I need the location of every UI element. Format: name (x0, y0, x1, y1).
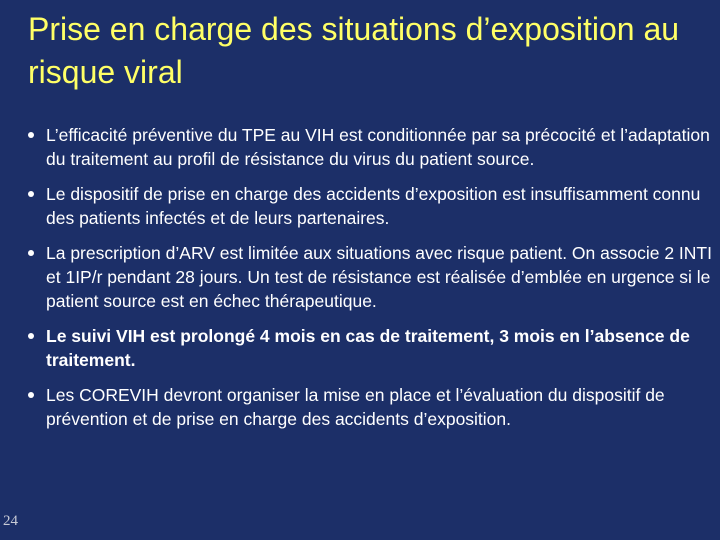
bullet-text: Le dispositif de prise en charge des accidents d’exposition est insuffisamment connu des patients infectés et de leurs partenaires. (46, 184, 701, 228)
slide-title: Prise en charge des situations d’exposition au risque viral (28, 11, 680, 90)
bullet-item-emphasized (24, 324, 714, 372)
bullet-text: Les COREVIH devront organiser la mise en place et l’évaluation du dispositif de prévention et de prise en charge des accidents d’exposition. (46, 385, 665, 429)
bullet-dot-icon (28, 191, 34, 197)
bullet-item (24, 383, 714, 431)
bullet-item (24, 241, 714, 313)
bullet-item (24, 182, 714, 230)
bullet-dot-icon (28, 250, 34, 256)
bullet-item (24, 123, 714, 171)
slide-number: 24 (3, 513, 18, 529)
bullet-text: Le suivi VIH est prolongé 4 mois en cas de traitement, 3 mois en l’absence de traitement. (46, 326, 690, 370)
bullet-list (24, 123, 714, 442)
bullet-dot-icon (28, 392, 34, 398)
bullet-text: L’efficacité préventive du TPE au VIH est conditionnée par sa précocité et l’adaptation du traitement au profil de résistance du virus du patient source. (46, 125, 710, 169)
bullet-dot-icon (28, 333, 34, 339)
bullet-dot-icon (28, 132, 34, 138)
bullet-text: La prescription d’ARV est limitée aux situations avec risque patient. On associe 2 INTI et 1IP/r pendant 28 jours. Un test de résistance est réalisée d’emblée en urgence si le patient source est en échec thérapeutique. (46, 243, 712, 311)
